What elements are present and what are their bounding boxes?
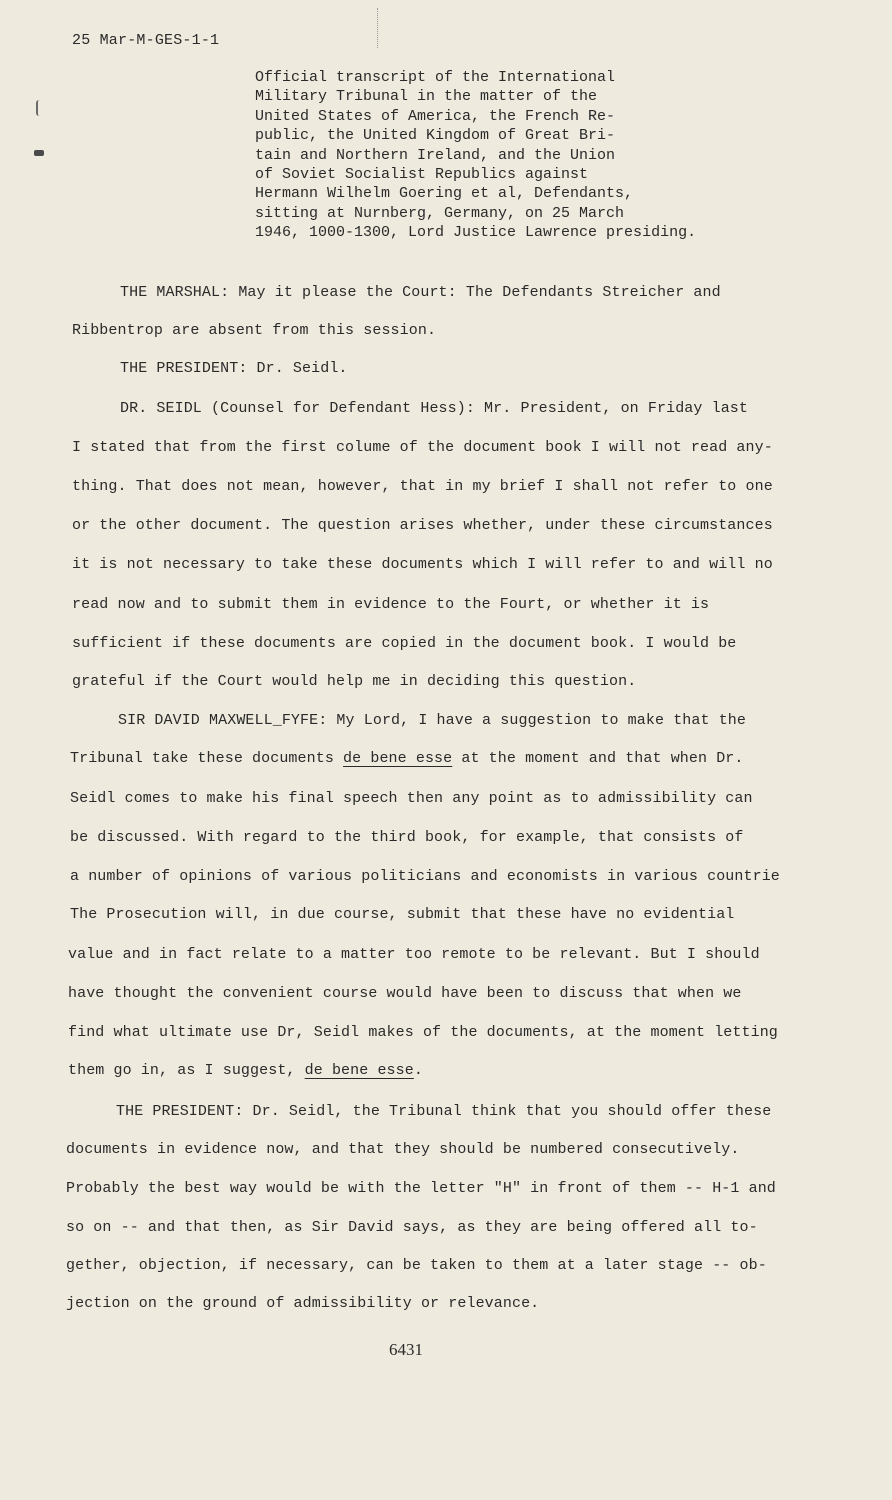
text-line: jection on the ground of admissibility or relevance.	[66, 1295, 540, 1312]
caption-line: sitting at Nurnberg, Germany, on 25 March	[255, 204, 625, 222]
text-line: sufficient if these documents are copied in the document book. I would be	[72, 635, 737, 652]
text-line: it is not necessary to take these documents which I will refer to and will no	[72, 556, 773, 573]
text-line: Ribbentrop are absent from this session.	[72, 322, 437, 339]
caption-line: United States of America, the French Re-	[255, 107, 616, 125]
caption-line: 1946, 1000-1300, Lord Justice Lawrence presiding.	[255, 224, 697, 242]
text-line: I stated that from the first colume of the document book I will not read any-	[72, 439, 773, 456]
text-line: be discussed. With regard to the third book, for example, that consists of	[70, 829, 744, 846]
caption-line: Hermann Wilhelm Goering et al, Defendants,	[255, 185, 634, 203]
text-line: grateful if the Court would help me in deciding this question.	[72, 673, 637, 690]
underlined-phrase: de bene esse	[343, 750, 453, 767]
text-line: so on -- and that then, as Sir David says, as they are being offered all to-	[66, 1219, 758, 1236]
margin-mark	[34, 150, 44, 156]
text-line: Seidl comes to make his final speech then any point as to admissibility can	[70, 790, 753, 807]
text-line: thing. That does not mean, however, that in my brief I shall not refer to one	[72, 478, 773, 495]
marshal-statement: THE MARSHAL: May it please the Court: The Defendants Streicher and	[120, 284, 721, 301]
page-number: 6431	[389, 1340, 423, 1359]
text-segment: them go in, as I suggest,	[68, 1062, 305, 1079]
fold-mark	[377, 8, 379, 48]
text-line: a number of opinions of various politicians and economists in various countrie	[70, 868, 780, 885]
margin-mark	[36, 100, 44, 116]
text-line: read now and to submit them in evidence to the Fourt, or whether it is	[72, 596, 710, 613]
text-line	[70, 750, 744, 767]
caption-line: public, the United Kingdom of Great Bri-	[255, 127, 616, 145]
maxwell-fyfe-statement: SIR DAVID MAXWELL_FYFE: My Lord, I have a suggestion to make that the	[118, 712, 747, 729]
text-line: The Prosecution will, in due course, submit that these have no evidential	[70, 906, 735, 923]
seidl-statement: DR. SEIDL (Counsel for Defendant Hess): Mr. President, on Friday last	[120, 400, 749, 417]
caption-line: Military Tribunal in the matter of the	[255, 88, 598, 106]
text-line: Probably the best way would be with the letter "H" in front of them -- H-1 and	[66, 1180, 776, 1197]
text-line: have thought the convenient course would have been to discuss that when we	[68, 985, 742, 1002]
text-segment: .	[413, 1062, 423, 1079]
caption-line: Official transcript of the International	[255, 69, 616, 86]
text-segment: Tribunal take these documents	[70, 750, 344, 767]
text-line: or the other document. The question arises whether, under these circumstances	[72, 517, 773, 534]
president-statement: THE PRESIDENT: Dr. Seidl, the Tribunal think that you should offer these	[116, 1103, 772, 1120]
text-line	[68, 1062, 423, 1079]
underlined-phrase: de bene esse	[304, 1062, 414, 1079]
president-statement: THE PRESIDENT: Dr. Seidl.	[120, 360, 348, 377]
text-line: value and in fact relate to a matter too remote to be relevant. But I should	[68, 946, 760, 963]
transcript-caption	[255, 68, 815, 243]
text-line: documents in evidence now, and that they should be numbered consecutively.	[66, 1141, 740, 1158]
text-segment: at the moment and that when Dr.	[452, 750, 744, 767]
document-reference: 25 Mar-M-GES-1-1	[72, 32, 220, 49]
caption-line: tain and Northern Ireland, and the Union	[255, 146, 616, 164]
text-line: gether, objection, if necessary, can be taken to them at a later stage -- ob-	[66, 1257, 767, 1274]
text-line: find what ultimate use Dr, Seidl makes of the documents, at the moment letting	[68, 1024, 778, 1041]
caption-line: of Soviet Socialist Republics against	[255, 166, 589, 184]
